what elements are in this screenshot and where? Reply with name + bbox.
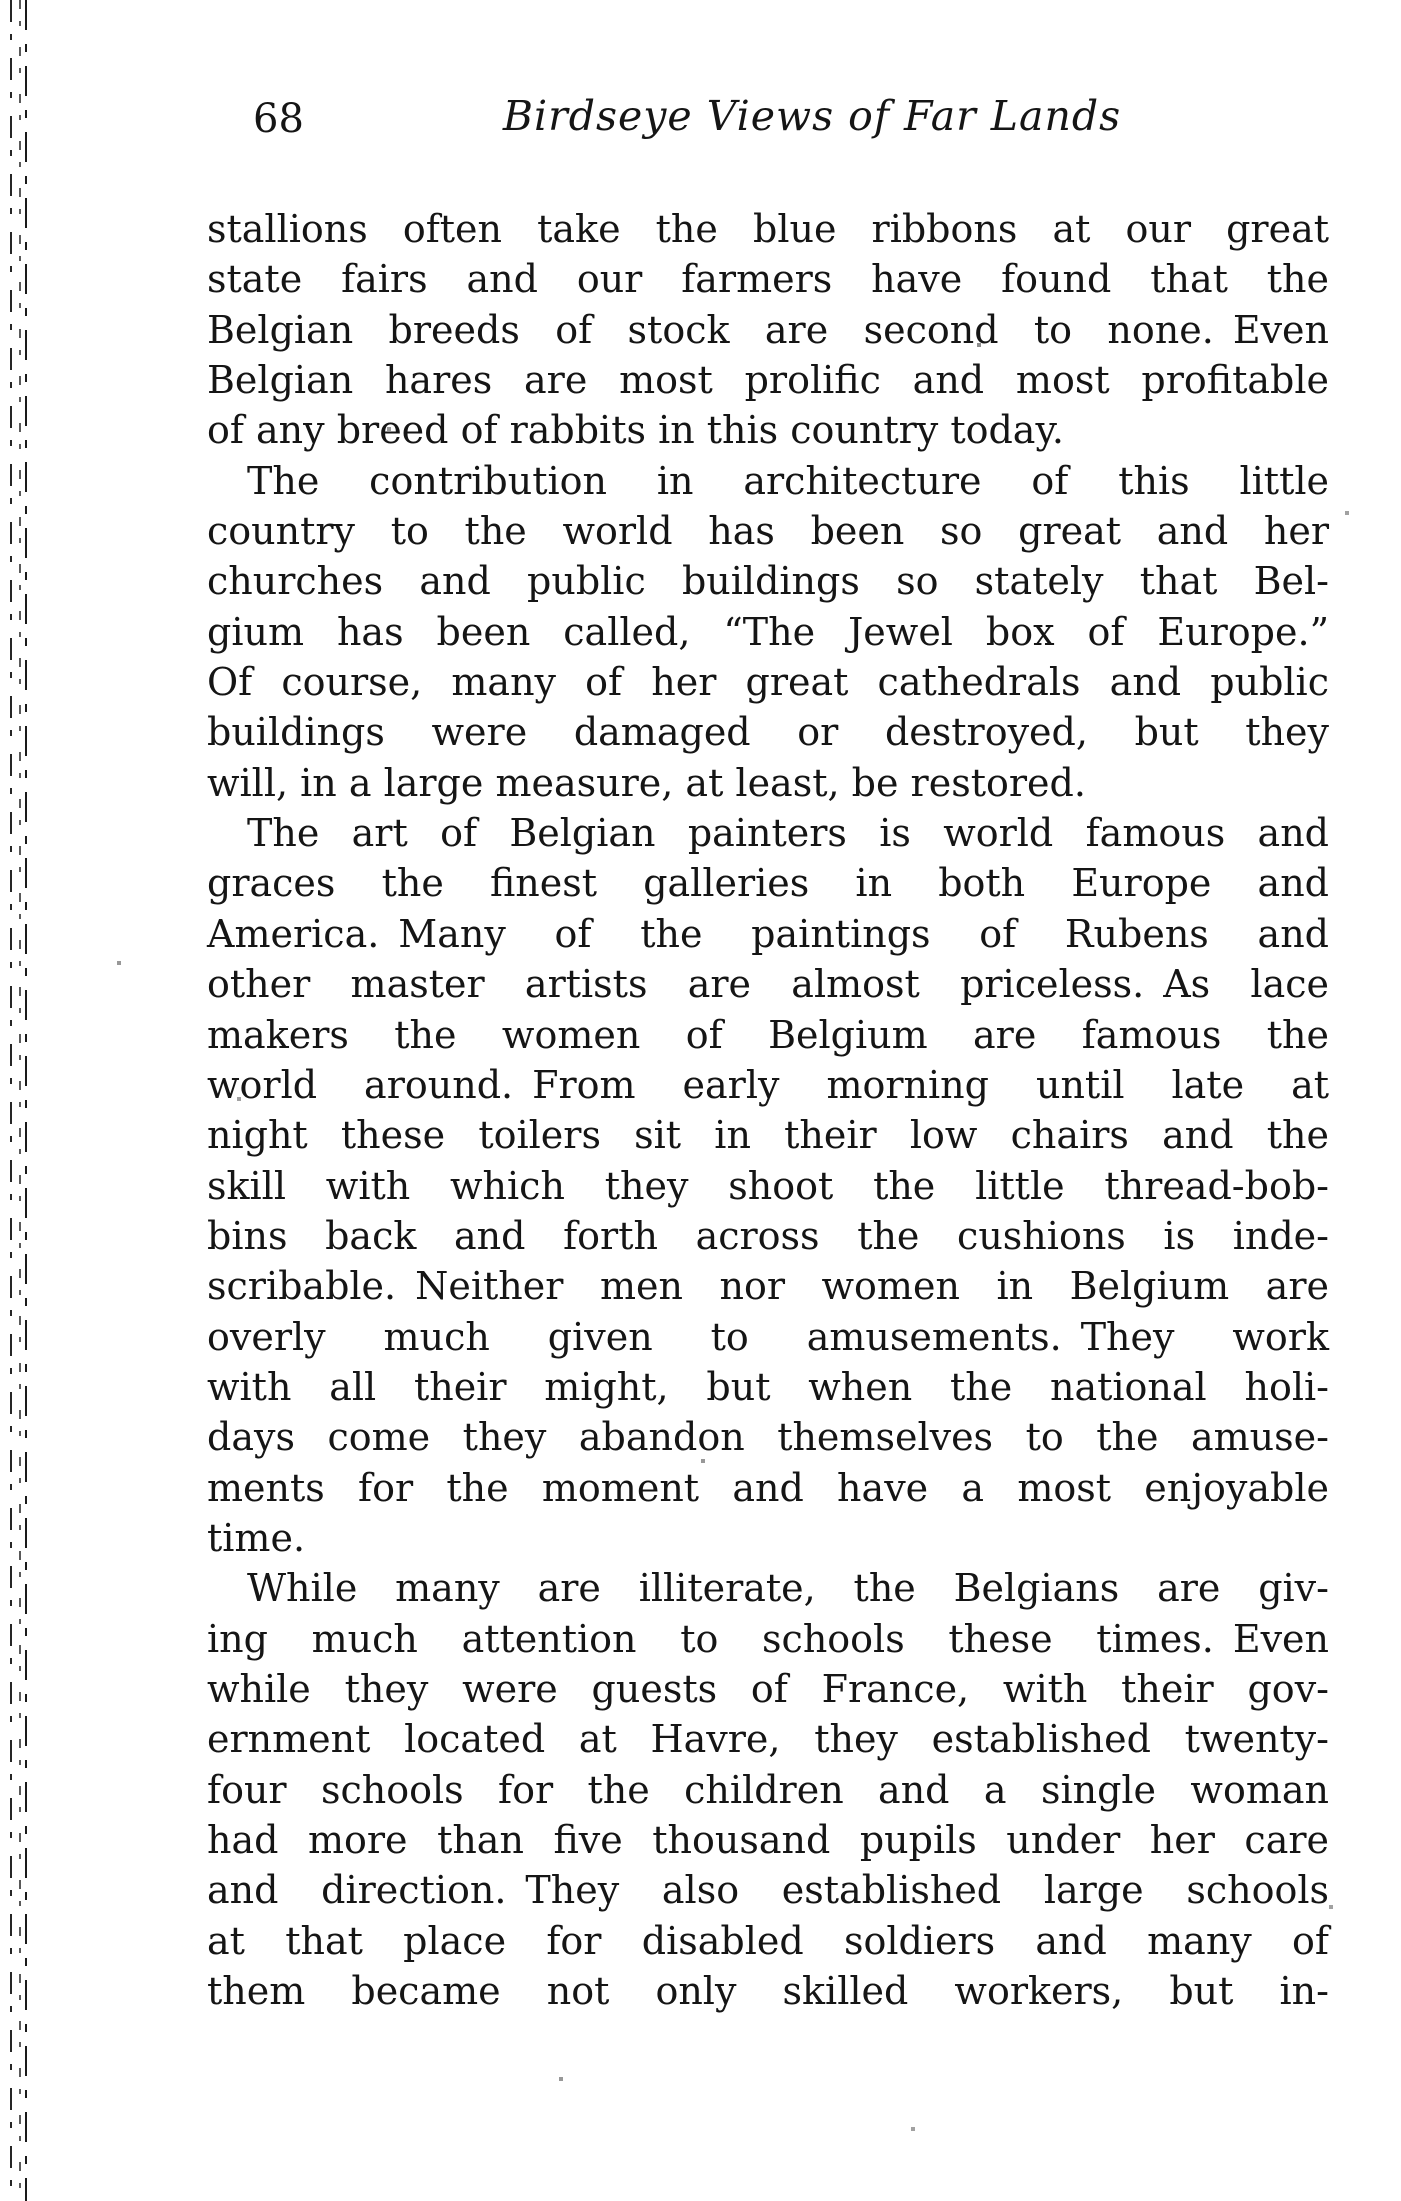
text-line: makers the women of Belgium are famous the (207, 1012, 1329, 1057)
text-line: them became not only skilled workers, but in- (207, 1969, 1329, 2014)
text-line: four schools for the children and a single woman (207, 1767, 1329, 1812)
text-line: world around. From early morning until late at (207, 1062, 1329, 1107)
text-line: other master artists are almost priceless. As lace (207, 962, 1329, 1007)
text-line: America. Many of the paintings of Rubens and (207, 911, 1329, 956)
text-line: state fairs and our farmers have found that the (207, 257, 1329, 302)
text-line: ing much attention to schools these times. Even (207, 1616, 1329, 1661)
text-line: churches and public buildings so stately that Bel- (207, 559, 1329, 604)
text-line: ernment located at Havre, they established twenty- (207, 1717, 1329, 1762)
binding-line (25, 0, 27, 2201)
scan-speckles (0, 0, 2, 2)
binding-line (19, 0, 21, 2201)
text-line: days come they abandon themselves to the amuse- (207, 1415, 1329, 1460)
text-line: will, in a large measure, at least, be restored. (207, 760, 1086, 805)
text-line: with all their might, but when the national holi- (207, 1364, 1329, 1409)
text-line: gium has been called, “The Jewel box of Europe.” (207, 609, 1329, 654)
text-line: Of course, many of her great cathedrals and public (207, 660, 1329, 705)
text-line: overly much given to amusements. They work (207, 1314, 1329, 1359)
text-line: and direction. They also established large schools (207, 1868, 1329, 1913)
text-block (207, 204, 1329, 2016)
text-line: had more than five thousand pupils under her care (207, 1818, 1329, 1862)
running-title: Birdseye Views of Far Lands (502, 92, 1122, 140)
page-header (0, 92, 1401, 146)
text-line: Belgian hares are most prolific and most profitable (207, 358, 1329, 403)
text-line: graces the finest galleries in both Europe and (207, 861, 1329, 906)
text-line: buildings were damaged or destroyed, but they (207, 710, 1329, 755)
text-line: at that place for disabled soldiers and many of (207, 1918, 1329, 1963)
text-line: Belgian breeds of stock are second to none. Even (207, 307, 1329, 352)
text-line: bins back and forth across the cushions is inde- (207, 1213, 1329, 1258)
text-line: The art of Belgian painters is world famous and (247, 811, 1329, 856)
text-line: While many are illiterate, the Belgians are giv- (247, 1566, 1329, 1611)
text-line: skill with which they shoot the little thread-bob- (207, 1163, 1329, 1208)
page-number: 68 (253, 96, 304, 142)
text-line: night these toilers sit in their low chairs and the (207, 1113, 1329, 1158)
text-line: stallions often take the blue ribbons at our great (207, 207, 1329, 251)
binding-line (10, 0, 12, 2201)
text-line: of any breed of rabbits in this country today. (207, 408, 1064, 453)
text-line: The contribution in architecture of this little (247, 458, 1329, 503)
text-line: scribable. Neither men nor women in Belgium are (207, 1264, 1329, 1309)
text-line: country to the world has been so great and her (207, 509, 1329, 554)
text-line: time. (207, 1515, 306, 1560)
text-line: ments for the moment and have a most enjoyable (207, 1465, 1329, 1510)
text-line: while they were guests of France, with their gov- (207, 1666, 1329, 1711)
